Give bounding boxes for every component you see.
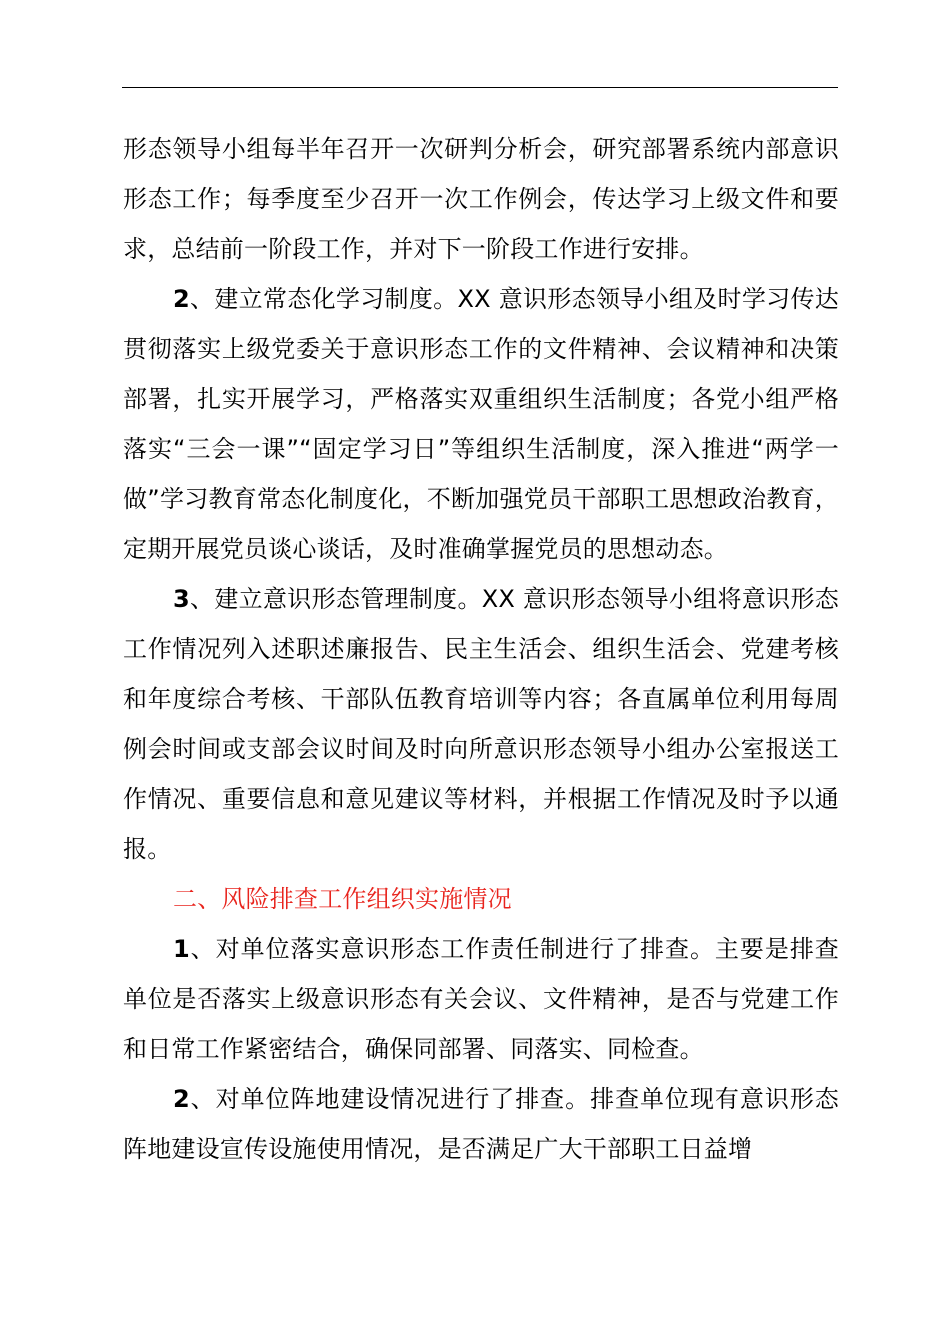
item-number: 2 [173,285,190,313]
paragraph-5 [123,1074,839,1174]
paragraph-1 [123,124,839,274]
document-body [123,124,839,1174]
paragraph-text: 、建立意识形态管理制度。XX 意识形态领导小组将意识形态工作情况列入述职述廉报告、民主生活会、组织生活会、党建考核和年度综合考核、干部队伍教育培训等内容；各直属单位利用每周例会时间或支部会议时间及时向所意识形态领导小组办公室报送工作情况、重要信息和意见建议等材料，并根据工作情况及时予以通报。 [123,585,839,863]
paragraph-text: 、对单位阵地建设情况进行了排查。排查单位现有意识形态阵地建设宣传设施使用情况，是否满足广大干部职工日益增 [123,1085,839,1163]
item-number: 2 [173,1085,190,1113]
paragraph-4 [123,924,839,1074]
paragraph-3 [123,574,839,874]
paragraph-text: 、对单位落实意识形态工作责任制进行了排查。主要是排查单位是否落实上级意识形态有关会议、文件精神，是否与党建工作和日常工作紧密结合，确保同部署、同落实、同检查。 [123,935,839,1063]
item-number: 3 [173,585,190,613]
header-rule [122,87,838,88]
section-heading [123,874,839,924]
paragraph-text: 、建立常态化学习制度。XX 意识形态领导小组及时学习传达贯彻落实上级党委关于意识形态工作的文件精神、会议精神和决策部署，扎实开展学习，严格落实双重组织生活制度；各党小组严格落实“三会一课”“固定学习日”等组织生活制度，深入推进“两学一做”学习教育常态化制度化，不断加强党员干部职工思想政治教育，定期开展党员谈心谈话，及时准确掌握党员的思想动态。 [123,285,839,563]
section-heading-text: 二、风险排查工作组织实施情况 [173,885,512,913]
paragraph-2 [123,274,839,574]
item-number: 1 [173,935,190,963]
paragraph-text: 形态领导小组每半年召开一次研判分析会，研究部署系统内部意识形态工作；每季度至少召开一次工作例会，传达学习上级文件和要求，总结前一阶段工作，并对下一阶段工作进行安排。 [123,135,839,263]
